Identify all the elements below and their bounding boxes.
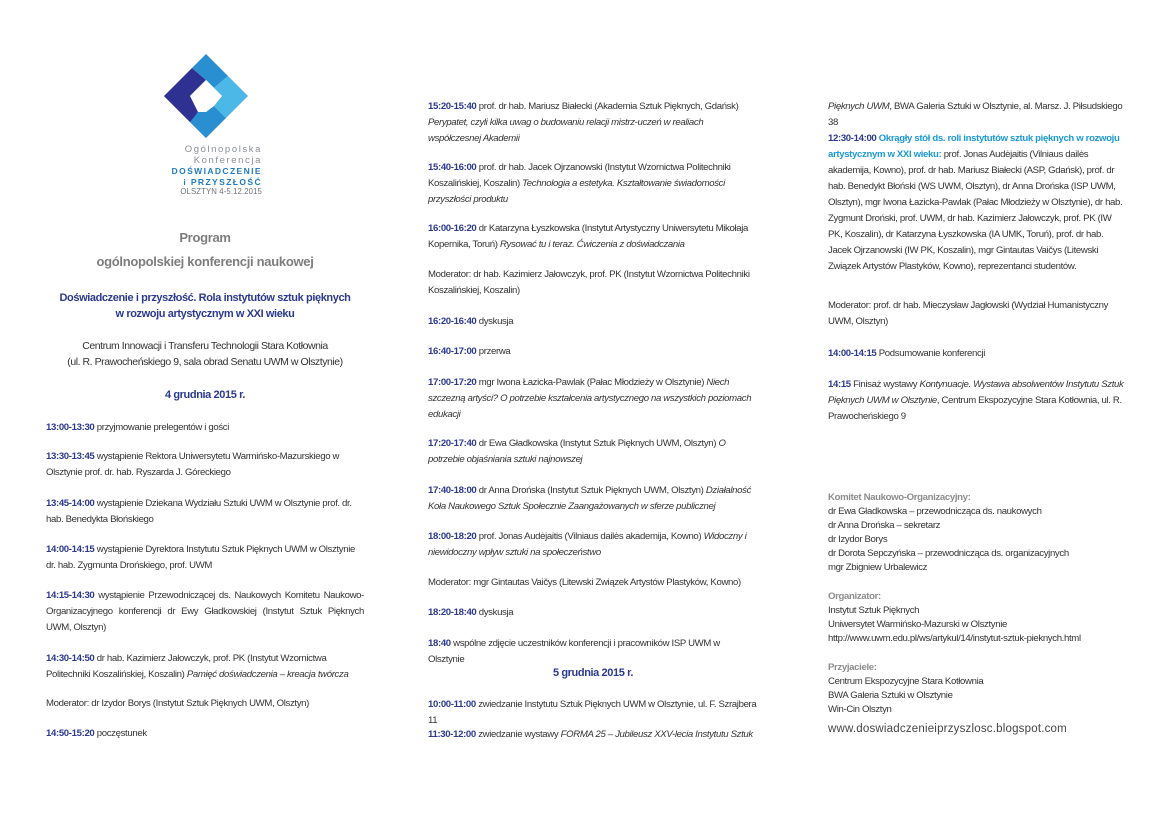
talk-title: Rysować tu i teraz. Ćwiczenia z doświadczania [499, 239, 685, 250]
friend-line: Centrum Ekspozycyjne Stara Kotłownia [828, 676, 984, 687]
schedule-item [46, 420, 364, 436]
schedule-item [46, 588, 364, 636]
time: 13:00-13:30 [46, 422, 95, 433]
schedule-item [46, 651, 364, 683]
time: 16:20-16:40 [428, 316, 477, 327]
website-link[interactable]: www.doswiadczenieiprzyszlosc.blogspot.com [828, 723, 1067, 735]
committee-section [828, 491, 1128, 575]
description: prof. dr hab. Jacek Ojrzanowski (Instytut Wzornictwa Politechniki Koszalińskiej, Koszalin) [428, 162, 731, 189]
moderator: Moderator: dr hab. Kazimierz Jałowczyk, prof. PK (Instytut Wzornictwa Politechniki Koszalińskiej, Koszalin) [428, 269, 750, 296]
schedule-item [428, 529, 758, 561]
program-subtitle: ogólnopolskiej konferencji naukowej [96, 254, 314, 269]
description: wystąpienie Przewodniczącej ds. Naukowych Komitetu Naukowo-Organizacyjnego konferencji dr Ewy Gładkowskiej (Instytut Sztuk Pięknych UWM, Olsztyn) [46, 590, 364, 633]
time: 13:30-13:45 [46, 451, 95, 462]
description: wystąpienie Dyrektora Instytutu Sztuk Pięknych UWM w Olsztynie dr. hab. Zygmunta Drońskiego, prof. UWM [46, 544, 355, 571]
description: przerwa [478, 346, 511, 357]
column-1 [46, 0, 364, 827]
schedule-item-continued [828, 99, 1128, 131]
schedule-item [428, 221, 758, 253]
committee-member: dr Dorota Sepczyńska – przewodnicząca ds. organizacyjnych [828, 548, 1069, 559]
time: 10:00-11:00 [428, 699, 476, 710]
committee-member: dr Izydor Borys [828, 534, 888, 545]
logo-line-4: i PRZYSZŁOŚĆ [183, 176, 262, 187]
exhibition-title: Kontynuacje. Wystawa absolwentów Instytutu Sztuk Pięknych UWM w Olsztynie [828, 379, 1124, 406]
time: 16:40-17:00 [428, 346, 477, 357]
conference-title-line-1: Doświadczenie i przyszłość. Rola instytutów sztuk pięknych [59, 292, 351, 304]
friend-line: Win-Cin Olsztyn [828, 704, 892, 715]
description: dyskusja [478, 316, 514, 327]
time: 14:00-14:15 [46, 544, 95, 555]
time: 15:20-15:40 [428, 101, 477, 112]
logo-line-3: DOŚWIADCZENIE [171, 166, 262, 176]
schedule-item [428, 314, 758, 330]
schedule-item [46, 496, 364, 528]
schedule-item [46, 726, 364, 742]
logo-line-1: Ogólnopolska [184, 144, 262, 155]
venue-line-2: (ul. R. Prawocheńskiego 9, sala obrad Senatu UWM w Olsztynie) [67, 356, 343, 368]
description: zwiedzanie Instytutu Sztuk Pięknych UWM w Olsztynie, ul. F. Szrajbera 11 [428, 699, 757, 726]
moderator: Moderator: mgr Gintautas Vaičys (Litewski Związek Artystów Plastyków, Kowno) [428, 577, 741, 588]
schedule-item [428, 160, 758, 208]
moderator: Moderator: prof. dr hab. Mieczysław Jagłowski (Wydział Humanistyczny UWM, Olsztyn) [828, 300, 1109, 327]
schedule-item [428, 344, 758, 360]
description: Finisaż wystawy [853, 379, 918, 390]
conference-title-line-2: w rozwoju artystycznym w XXI wieku [115, 308, 295, 320]
description: prof. Jonas Audėjaitis (Vilniaus dailės akademija, Kowno) [478, 531, 702, 542]
moderator: Moderator: dr Izydor Borys (Instytut Sztuk Pięknych UWM, Olsztyn) [46, 698, 310, 709]
schedule-item [46, 449, 364, 481]
description: , BWA Galeria Sztuki w Olsztynie, al. Marsz. J. Piłsudskiego 38 [828, 101, 1123, 128]
organizer-section [828, 590, 1128, 646]
time: 15:40-16:00 [428, 162, 477, 173]
description: wspólne zdjęcie uczestników konferencji i pracowników ISP UWM w Olsztynie [428, 638, 720, 665]
description: poczęstunek [96, 728, 147, 739]
committee-member: dr Ewa Gładkowska – przewodnicząca ds. naukowych [828, 506, 1042, 517]
friends-section [828, 661, 1128, 717]
time: 12:30-14:00 [828, 133, 877, 144]
friend-line: BWA Galeria Sztuki w Olsztynie [828, 690, 953, 701]
schedule-item [428, 727, 758, 743]
program-title: Program [179, 230, 231, 245]
description: dr Anna Drońska (Instytut Sztuk Pięknych UWM, Olsztyn) [478, 485, 704, 496]
committee-heading: Komitet Naukowo-Organizacyjny: [828, 492, 971, 503]
schedule-item [428, 697, 758, 729]
participants: prof. Jonas Audėjaitis (Vilniaus dailės akademija, Kowno), prof. dr hab. Mariusz Białecki (ASP, Gdańsk), prof. dr hab. Benedykt Błoński (WS UWM, Olsztyn), dr Anna Drońska (ISP UWM, Olsztyn), mgr Iwona Łazicka-Pawlak (Pałac Młodzieży w Olsztynie), dr hab. Zygmunt Droński, prof. UWM, dr hab. Kazimierz Jałowczyk, prof. PK (IW PK, Koszalin), dr Katarzyna Łyszkowska (IA UMK, Toruń), prof. dr hab. Jacek Ojrzanowski (IW PK, Koszalin), mgr Gintautas Vaičys (Litewski Związek Artystów Plastyków, Kowno), reprezentanci studentów. [828, 149, 1123, 272]
committee-member: mgr Zbigniew Urbalewicz [828, 562, 928, 573]
time: 18:00-18:20 [428, 531, 477, 542]
description: dyskusja [478, 607, 514, 618]
friends-heading: Przyjaciele: [828, 662, 877, 673]
schedule-item [428, 605, 758, 621]
organizer-heading: Organizator: [828, 591, 881, 602]
time: 16:00-16:20 [428, 223, 477, 234]
talk-title: Niech szczezną artyści? O potrzebie kształcenia artystycznego na wszystkich poziomach edukacji [428, 377, 752, 420]
schedule-item [828, 377, 1128, 425]
description: przyjmowanie prelegentów i gości [96, 422, 229, 433]
organizer-link[interactable]: http://www.uwm.edu.pl/ws/artykul/14/instytut-sztuk-pieknych.html [828, 633, 1081, 644]
schedule-item [428, 636, 758, 668]
schedule-item [428, 436, 758, 468]
schedule-item [428, 375, 758, 423]
description: zwiedzanie wystawy [478, 729, 559, 740]
column-2 [428, 0, 758, 827]
talk-title: Widoczny i niewidoczny wpływ sztuki na społeczeństwo [428, 531, 747, 558]
talk-title: O potrzebie objaśniania sztuki najnowszej [428, 438, 726, 465]
time: 18:20-18:40 [428, 607, 477, 618]
venue-line-1: Centrum Innowacji i Transferu Technologii Stara Kotłownia [82, 340, 328, 352]
talk-title: Perypatet, czyli kilka uwag o budowaniu relacji mistrz-uczeń w realiach współczesnej Akademii [428, 117, 704, 144]
time: 17:40-18:00 [428, 485, 477, 496]
schedule-item [828, 346, 1128, 362]
day-1-heading: 4 grudnia 2015 r. [164, 389, 246, 401]
time: 14:15 [828, 379, 851, 390]
schedule-item [428, 99, 758, 147]
time: 14:15-14:30 [46, 590, 95, 601]
column-3 [828, 0, 1128, 827]
organizer-line: Instytut Sztuk Pięknych [828, 605, 920, 616]
time: 17:00-17:20 [428, 377, 477, 388]
description: prof. dr hab. Mariusz Białecki (Akademia Sztuk Pięknych, Gdańsk) [478, 101, 739, 112]
schedule-item [46, 542, 364, 574]
round-table-item [828, 131, 1128, 275]
schedule-item [428, 483, 758, 515]
time: 14:50-15:20 [46, 728, 95, 739]
talk-title: FORMA 25 – Jubileusz XXV-lecia Instytutu Sztuk [560, 729, 753, 740]
time: 13:45-14:00 [46, 498, 95, 509]
talk-title: Technologia a estetyka. Kształtowanie świadomości przyszłości produktu [428, 178, 725, 205]
time: 17:20-17:40 [428, 438, 477, 449]
description: mgr Iwona Łazicka-Pawlak (Pałac Młodzieży w Olsztynie) [478, 377, 705, 388]
time: 11:30-12:00 [428, 729, 476, 740]
description: Podsumowanie konferencji [878, 348, 986, 359]
talk-title: Działalność Koła Naukowego Sztuk Społecznie Zaangażowanych w sferze publicznej [428, 485, 752, 512]
description: dr Katarzyna Łyszkowska (Instytut Artystyczny Uniwersytetu Mikołaja Kopernika, Toruń) [428, 223, 749, 250]
logo-line-5: OLSZTYN 4-5.12.2015 [180, 187, 262, 196]
talk-title: Pamięć doświadczenia – kreacja twórcza [186, 669, 349, 680]
description: , Centrum Ekspozycyjne Stara Kotłownia, ul. R. Prawocheńskiego 9 [828, 395, 1122, 422]
round-table-title: Okrągły stół ds. roli instytutów sztuk pięknych w rozwoju artystycznym w XXI wieku: [828, 133, 1120, 160]
talk-title: Pięknych UWM [828, 101, 890, 112]
description: dr hab. Kazimierz Jałowczyk, prof. PK (Instytut Wzornictwa Politechniki Koszalińskiej, Koszalin) [46, 653, 327, 680]
day-2-heading: 5 grudnia 2015 r. [552, 667, 634, 679]
time: 18:40 [428, 638, 451, 649]
time: 14:30-14:50 [46, 653, 95, 664]
logo-line-2: Konferencja [193, 155, 262, 166]
committee-member: dr Anna Drońska – sekretarz [828, 520, 941, 531]
description: wystąpienie Rektora Uniwersytetu Warmińsko-Mazurskiego w Olsztynie prof. dr. hab. Ryszarda J. Góreckiego [46, 451, 340, 478]
time: 14:00-14:15 [828, 348, 877, 359]
description: wystąpienie Dziekana Wydziału Sztuki UWM w Olsztynie prof. dr. hab. Benedykta Błońskiego [46, 498, 352, 525]
organizer-line: Uniwersytet Warmińsko-Mazurski w Olsztynie [828, 619, 1007, 630]
description: dr Ewa Gładkowska (Instytut Sztuk Pięknych UWM, Olsztyn) [478, 438, 717, 449]
